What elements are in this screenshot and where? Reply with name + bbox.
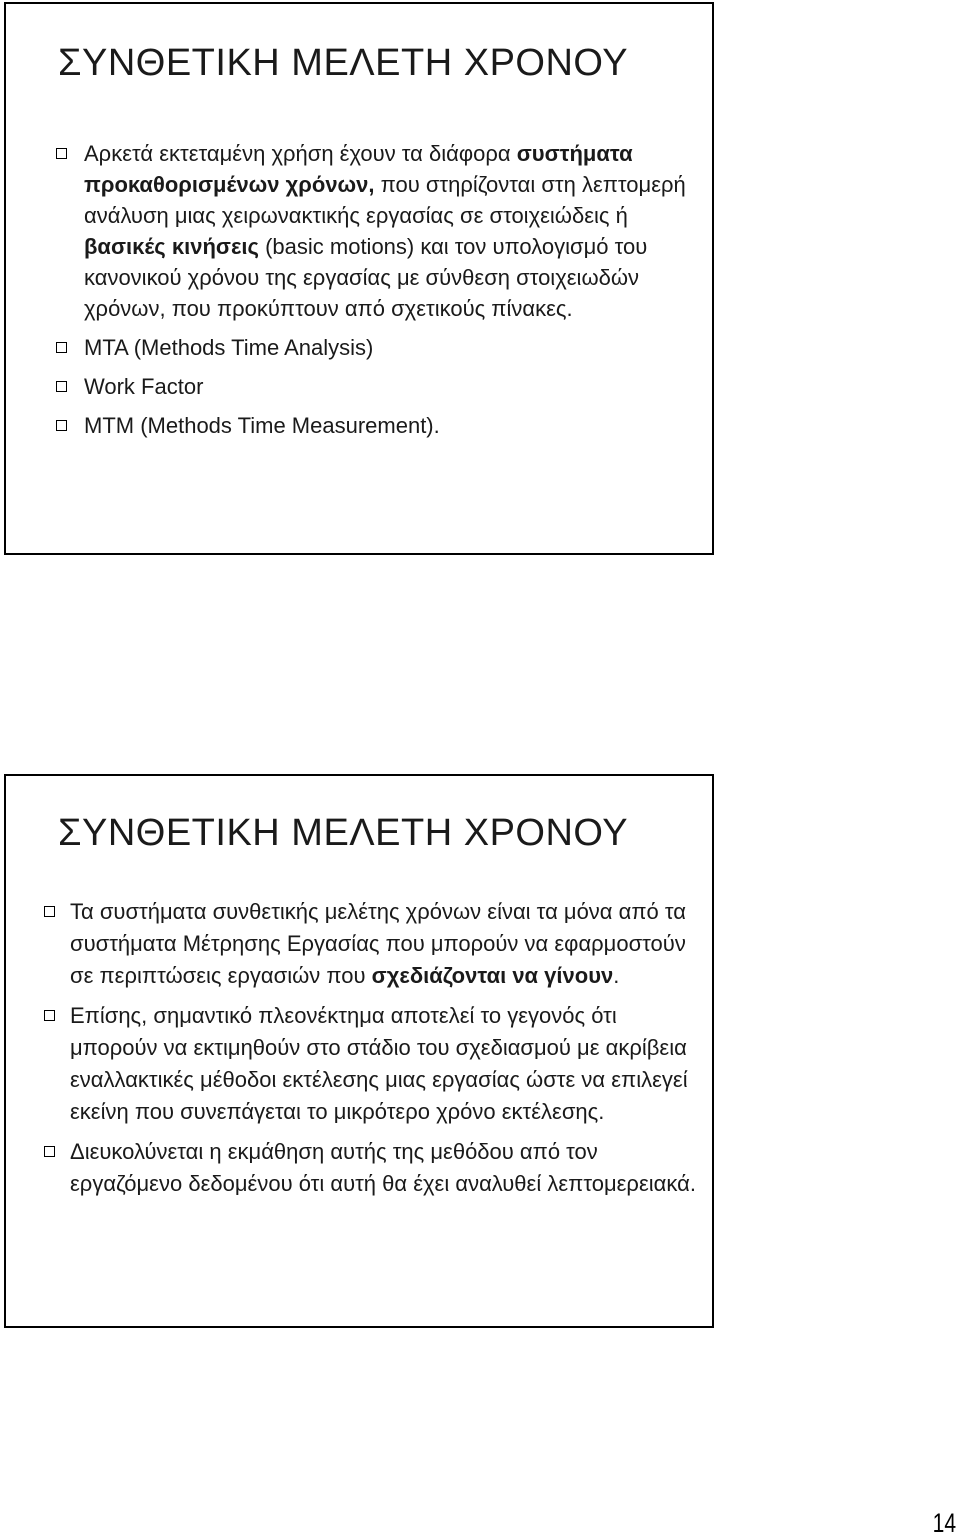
list-item: Τα συστήματα συνθετικής μελέτης χρόνων είναι τα μόνα από τα συστήματα Μέτρησης Εργασίας που μπορούν να εφαρμοστούν σε περιπτώσεις εργασιών που σχεδιάζονται να γίνουν. bbox=[70, 896, 710, 992]
list-item: Επίσης, σημαντικό πλεονέκτημα αποτελεί το γεγονός ότι μπορούν να εκτιμηθούν στο στάδιο του σχεδιασμού με ακρίβεια εναλλακτικές μέθοδοι εκτέλεσης μιας εργασίας ώστε να επιλεγεί εκείνη που συνεπάγεται το μικρότερο χρόνο εκτέλεσης. bbox=[70, 1000, 710, 1128]
square-bullet-icon bbox=[44, 1146, 55, 1157]
square-bullet-icon bbox=[56, 342, 67, 353]
slide-2-bullet-list bbox=[70, 896, 710, 1208]
square-bullet-icon bbox=[44, 1010, 55, 1021]
slide-2 bbox=[4, 774, 714, 1328]
page-number: 14 bbox=[932, 1508, 956, 1538]
slide-1 bbox=[4, 2, 714, 555]
square-bullet-icon bbox=[56, 381, 67, 392]
slide-2-title: ΣΥΝΘΕΤΙΚΗ ΜΕΛΕΤΗ ΧΡΟΝΟΥ bbox=[58, 812, 629, 854]
list-item: Work Factor bbox=[84, 371, 704, 402]
list-item: MTA (Methods Time Analysis) bbox=[84, 332, 704, 363]
square-bullet-icon bbox=[56, 420, 67, 431]
square-bullet-icon bbox=[56, 148, 67, 159]
square-bullet-icon bbox=[44, 906, 55, 917]
slide-1-bullet-list bbox=[84, 138, 704, 441]
slide-1-title: ΣΥΝΘΕΤΙΚΗ ΜΕΛΕΤΗ ΧΡΟΝΟΥ bbox=[58, 42, 629, 84]
list-item: Διευκολύνεται η εκμάθηση αυτής της μεθόδου από τον εργαζόμενο δεδομένου ότι αυτή θα έχει αναλυθεί λεπτομερειακά. bbox=[70, 1136, 710, 1200]
list-item: MTM (Methods Time Measurement). bbox=[84, 410, 704, 441]
list-item: Αρκετά εκτεταμένη χρήση έχουν τα διάφορα συστήματα προκαθορισμένων χρόνων, που στηρίζονται στη λεπτομερή ανάλυση μιας χειρωνακτικής εργασίας σε στοιχειώδεις ή βασικές κινήσεις (basic motions) και τον υπολογισμό του κανονικού χρόνου της εργασίας με σύνθεση στοιχειωδών χρόνων, που προκύπτουν από σχετικούς πίνακες. bbox=[84, 138, 704, 324]
